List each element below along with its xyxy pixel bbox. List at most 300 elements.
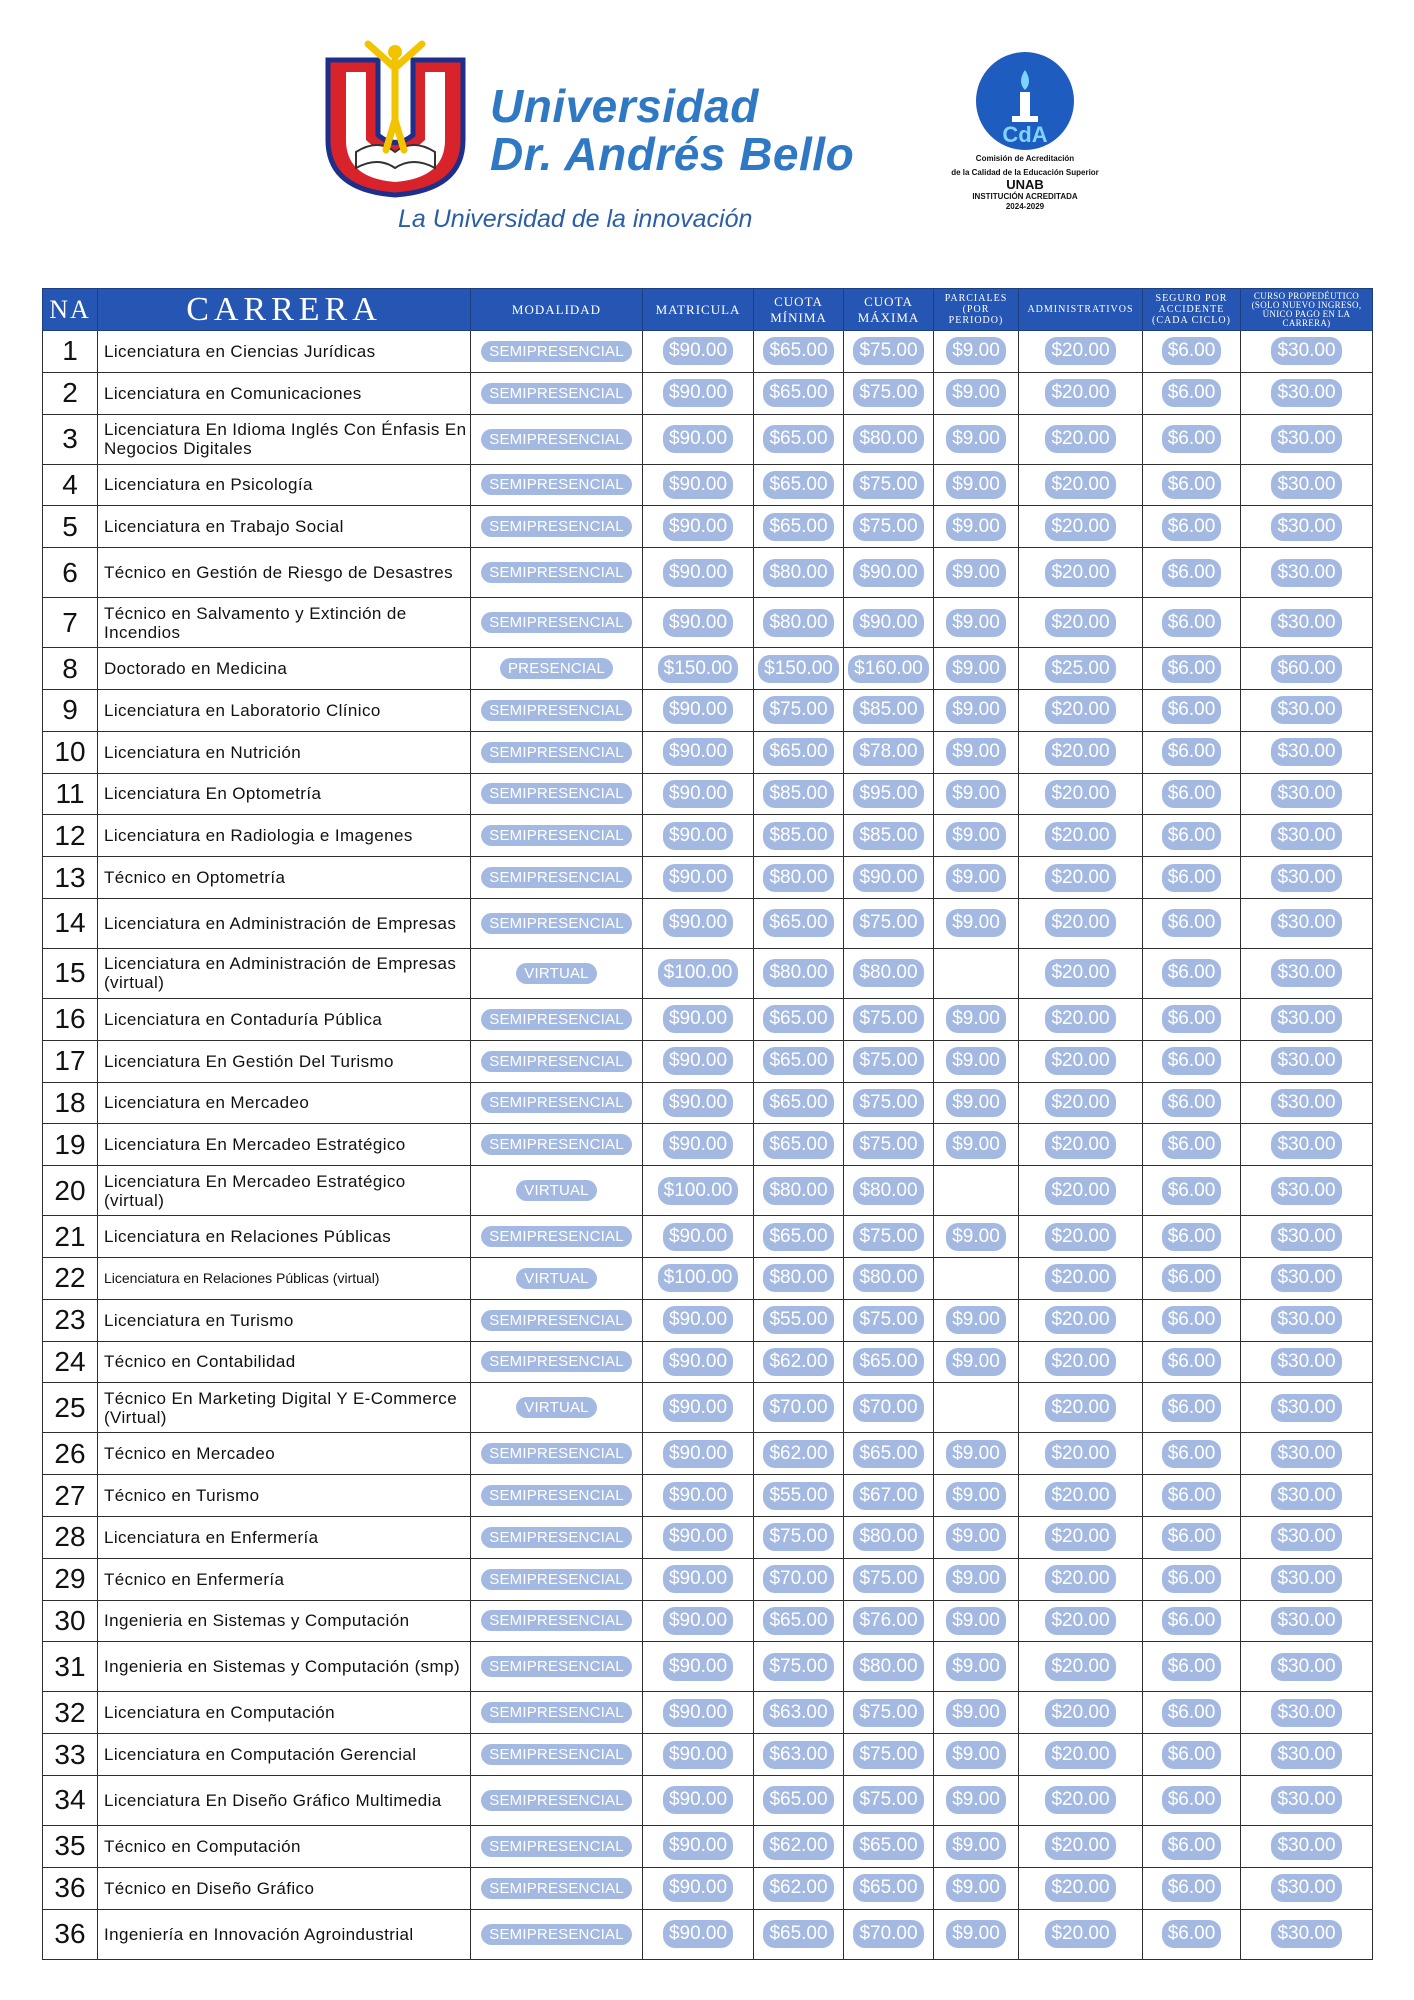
cuota-min-cell — [754, 1216, 844, 1258]
curso-cell — [1241, 1734, 1373, 1776]
curso-value: $30.00 — [1271, 738, 1341, 766]
cuota-max-cell — [844, 1825, 934, 1867]
modality-cell — [471, 1867, 643, 1909]
col-header-cuota-max: CUOTA MÁXIMA — [844, 289, 934, 331]
parciales-cell — [934, 1082, 1019, 1124]
row-number: 1 — [43, 331, 98, 373]
modality-badge: SEMIPRESENCIAL — [481, 1310, 632, 1331]
table-row — [43, 857, 1373, 899]
parciales-cell — [934, 1600, 1019, 1642]
parciales-value: $9.00 — [946, 1607, 1006, 1635]
seguro-cell — [1143, 815, 1241, 857]
matricula-cell — [643, 1166, 754, 1216]
parciales-cell — [934, 1216, 1019, 1258]
cda-accreditation-badge — [925, 52, 1125, 212]
cuota-min-value: $65.00 — [763, 1920, 833, 1948]
administrativos-value: $20.00 — [1045, 1607, 1115, 1635]
cuota-max-cell — [844, 857, 934, 899]
table-row — [43, 1909, 1373, 1959]
table-row — [43, 1558, 1373, 1600]
cuota-min-value: $75.00 — [763, 1523, 833, 1551]
parciales-value: $9.00 — [946, 780, 1006, 808]
table-row — [43, 548, 1373, 598]
administrativos-value: $20.00 — [1045, 471, 1115, 499]
cuota-max-cell — [844, 1216, 934, 1258]
curso-cell — [1241, 648, 1373, 690]
seguro-cell — [1143, 731, 1241, 773]
cuota-min-cell — [754, 1166, 844, 1216]
curso-cell — [1241, 1299, 1373, 1341]
cuota-min-value: $65.00 — [763, 1223, 833, 1251]
curso-cell — [1241, 1775, 1373, 1825]
parciales-cell — [934, 372, 1019, 414]
administrativos-value: $20.00 — [1045, 822, 1115, 850]
cuota-min-cell — [754, 548, 844, 598]
cuota-min-cell — [754, 998, 844, 1040]
modality-badge: VIRTUAL — [516, 1397, 596, 1418]
administrativos-cell — [1019, 1216, 1143, 1258]
seguro-cell — [1143, 1257, 1241, 1299]
matricula-cell — [643, 548, 754, 598]
cuota-min-cell — [754, 1475, 844, 1517]
career-name: Licenciatura en Radiologia e Imagenes — [98, 815, 471, 857]
fees-table — [42, 288, 1373, 1960]
curso-cell — [1241, 414, 1373, 464]
seguro-cell — [1143, 1216, 1241, 1258]
table-row — [43, 1600, 1373, 1642]
cuota-min-value: $65.00 — [763, 1131, 833, 1159]
parciales-cell — [934, 1909, 1019, 1959]
cuota-min-cell — [754, 1692, 844, 1734]
cuota-min-cell — [754, 414, 844, 464]
col-header-carrera: CARRERA — [98, 289, 471, 331]
row-number: 28 — [43, 1516, 98, 1558]
career-name: Licenciatura en Administración de Empresas (virtual) — [98, 948, 471, 998]
administrativos-cell — [1019, 1475, 1143, 1517]
cuota-min-value: $65.00 — [763, 1607, 833, 1635]
cuota-min-value: $62.00 — [763, 1348, 833, 1376]
matricula-value: $90.00 — [663, 1741, 733, 1769]
curso-cell — [1241, 689, 1373, 731]
administrativos-cell — [1019, 1257, 1143, 1299]
table-row — [43, 773, 1373, 815]
administrativos-cell — [1019, 998, 1143, 1040]
parciales-cell — [934, 506, 1019, 548]
curso-value: $30.00 — [1271, 1482, 1341, 1510]
curso-value: $30.00 — [1271, 1005, 1341, 1033]
curso-cell — [1241, 1341, 1373, 1383]
seguro-value: $6.00 — [1162, 337, 1222, 365]
cuota-max-value: $67.00 — [853, 1482, 923, 1510]
parciales-value: $9.00 — [946, 559, 1006, 587]
col-header-matricula: MATRICULA — [643, 289, 754, 331]
matricula-value: $90.00 — [663, 780, 733, 808]
row-number: 36 — [43, 1909, 98, 1959]
administrativos-value: $20.00 — [1045, 1920, 1115, 1948]
curso-value: $30.00 — [1271, 1089, 1341, 1117]
parciales-cell — [934, 1040, 1019, 1082]
modality-badge: SEMIPRESENCIAL — [481, 1351, 632, 1372]
curso-value: $30.00 — [1271, 696, 1341, 724]
career-name: Técnico en Gestión de Riesgo de Desastres — [98, 548, 471, 598]
cuota-max-value: $85.00 — [853, 696, 923, 724]
cuota-max-cell — [844, 1166, 934, 1216]
curso-value: $30.00 — [1271, 1348, 1341, 1376]
matricula-value: $90.00 — [663, 559, 733, 587]
matricula-cell — [643, 1734, 754, 1776]
cuota-min-cell — [754, 898, 844, 948]
administrativos-value: $20.00 — [1045, 379, 1115, 407]
row-number: 18 — [43, 1082, 98, 1124]
matricula-cell — [643, 506, 754, 548]
parciales-cell — [934, 689, 1019, 731]
row-number: 15 — [43, 948, 98, 998]
modality-cell — [471, 773, 643, 815]
cuota-min-cell — [754, 1433, 844, 1475]
row-number: 35 — [43, 1825, 98, 1867]
curso-cell — [1241, 1909, 1373, 1959]
seguro-cell — [1143, 1692, 1241, 1734]
cuota-min-cell — [754, 1734, 844, 1776]
parciales-value: $9.00 — [946, 1131, 1006, 1159]
parciales-cell — [934, 815, 1019, 857]
matricula-value: $90.00 — [663, 1348, 733, 1376]
curso-cell — [1241, 1257, 1373, 1299]
matricula-value: $90.00 — [663, 1607, 733, 1635]
modality-badge: SEMIPRESENCIAL — [481, 1656, 632, 1677]
curso-cell — [1241, 506, 1373, 548]
parciales-value: $9.00 — [946, 609, 1006, 637]
cuota-max-value: $75.00 — [853, 1005, 923, 1033]
parciales-value: $9.00 — [946, 909, 1006, 937]
seguro-value: $6.00 — [1162, 696, 1222, 724]
matricula-cell — [643, 1216, 754, 1258]
modality-cell — [471, 689, 643, 731]
row-number: 16 — [43, 998, 98, 1040]
cuota-max-value: $75.00 — [853, 471, 923, 499]
university-name-line1: Universidad — [490, 80, 759, 132]
table-row — [43, 1433, 1373, 1475]
career-name: Licenciatura en Ciencias Jurídicas — [98, 331, 471, 373]
curso-cell — [1241, 857, 1373, 899]
modality-badge: SEMIPRESENCIAL — [481, 1836, 632, 1857]
seguro-value: $6.00 — [1162, 1394, 1222, 1422]
cuota-max-cell — [844, 598, 934, 648]
career-name: Licenciatura en Turismo — [98, 1299, 471, 1341]
matricula-value: $90.00 — [663, 1440, 733, 1468]
matricula-cell — [643, 1257, 754, 1299]
matricula-value: $90.00 — [663, 864, 733, 892]
administrativos-value: $20.00 — [1045, 959, 1115, 987]
administrativos-cell — [1019, 464, 1143, 506]
career-name: Licenciatura en Laboratorio Clínico — [98, 689, 471, 731]
cuota-max-cell — [844, 506, 934, 548]
career-name: Licenciatura En Idioma Inglés Con Énfasis En Negocios Digitales — [98, 414, 471, 464]
parciales-value: $9.00 — [946, 337, 1006, 365]
modality-cell — [471, 731, 643, 773]
career-name: Licenciatura en Nutrición — [98, 731, 471, 773]
modality-badge: SEMIPRESENCIAL — [481, 562, 632, 583]
matricula-value: $90.00 — [663, 1832, 733, 1860]
administrativos-cell — [1019, 1299, 1143, 1341]
matricula-cell — [643, 815, 754, 857]
administrativos-value: $20.00 — [1045, 1348, 1115, 1376]
cuota-min-cell — [754, 648, 844, 690]
seguro-cell — [1143, 1166, 1241, 1216]
modality-badge: PRESENCIAL — [500, 658, 613, 679]
cuota-min-cell — [754, 598, 844, 648]
career-name: Licenciatura en Administración de Empresas — [98, 898, 471, 948]
parciales-cell — [934, 731, 1019, 773]
row-number: 32 — [43, 1692, 98, 1734]
seguro-value: $6.00 — [1162, 1005, 1222, 1033]
cuota-max-value: $90.00 — [853, 609, 923, 637]
modality-cell — [471, 1341, 643, 1383]
curso-value: $30.00 — [1271, 959, 1341, 987]
cuota-min-cell — [754, 815, 844, 857]
cuota-max-cell — [844, 948, 934, 998]
modality-cell — [471, 1299, 643, 1341]
matricula-cell — [643, 648, 754, 690]
cuota-max-value: $75.00 — [853, 1786, 923, 1814]
curso-value: $30.00 — [1271, 909, 1341, 937]
curso-cell — [1241, 1040, 1373, 1082]
cuota-max-cell — [844, 1040, 934, 1082]
table-row — [43, 1383, 1373, 1433]
administrativos-cell — [1019, 773, 1143, 815]
seguro-cell — [1143, 1825, 1241, 1867]
career-name: Licenciatura en Computación Gerencial — [98, 1734, 471, 1776]
seguro-value: $6.00 — [1162, 1832, 1222, 1860]
matricula-value: $90.00 — [663, 1482, 733, 1510]
administrativos-cell — [1019, 548, 1143, 598]
row-number: 4 — [43, 464, 98, 506]
row-number: 8 — [43, 648, 98, 690]
row-number: 19 — [43, 1124, 98, 1166]
matricula-cell — [643, 1383, 754, 1433]
modality-cell — [471, 548, 643, 598]
row-number: 9 — [43, 689, 98, 731]
administrativos-cell — [1019, 598, 1143, 648]
career-name: Técnico en Computación — [98, 1825, 471, 1867]
matricula-value: $90.00 — [663, 1005, 733, 1033]
parciales-cell — [934, 857, 1019, 899]
seguro-cell — [1143, 464, 1241, 506]
cuota-max-cell — [844, 1692, 934, 1734]
administrativos-value: $20.00 — [1045, 1523, 1115, 1551]
administrativos-cell — [1019, 1909, 1143, 1959]
cuota-min-value: $75.00 — [763, 1653, 833, 1681]
modality-badge: SEMIPRESENCIAL — [481, 825, 632, 846]
career-name: Licenciatura En Mercadeo Estratégico — [98, 1124, 471, 1166]
table-row — [43, 1825, 1373, 1867]
row-number: 31 — [43, 1642, 98, 1692]
matricula-cell — [643, 773, 754, 815]
seguro-cell — [1143, 1775, 1241, 1825]
row-number: 30 — [43, 1600, 98, 1642]
parciales-value: $9.00 — [946, 1440, 1006, 1468]
administrativos-value: $20.00 — [1045, 1223, 1115, 1251]
cuota-min-value: $55.00 — [763, 1482, 833, 1510]
cuota-min-cell — [754, 1082, 844, 1124]
cuota-max-value: $80.00 — [853, 959, 923, 987]
career-name: Licenciatura En Optometría — [98, 773, 471, 815]
career-name: Licenciatura En Diseño Gráfico Multimedia — [98, 1775, 471, 1825]
career-name: Técnico en Salvamento y Extinción de Incendios — [98, 598, 471, 648]
modality-cell — [471, 331, 643, 373]
cuota-min-cell — [754, 773, 844, 815]
administrativos-cell — [1019, 1734, 1143, 1776]
seguro-value: $6.00 — [1162, 1177, 1222, 1205]
curso-cell — [1241, 1692, 1373, 1734]
parciales-cell — [934, 1642, 1019, 1692]
seguro-cell — [1143, 506, 1241, 548]
parciales-value: $9.00 — [946, 1482, 1006, 1510]
matricula-cell — [643, 372, 754, 414]
seguro-cell — [1143, 998, 1241, 1040]
cuota-max-cell — [844, 1257, 934, 1299]
parciales-cell — [934, 1166, 1019, 1216]
administrativos-cell — [1019, 815, 1143, 857]
seguro-cell — [1143, 1475, 1241, 1517]
career-name: Ingenieria en Sistemas y Computación (smp) — [98, 1642, 471, 1692]
parciales-cell — [934, 548, 1019, 598]
col-header-cuota-min: CUOTA MÍNIMA — [754, 289, 844, 331]
parciales-value: $9.00 — [946, 738, 1006, 766]
seguro-cell — [1143, 331, 1241, 373]
cuota-max-cell — [844, 898, 934, 948]
curso-value: $30.00 — [1271, 379, 1341, 407]
modality-cell — [471, 1216, 643, 1258]
matricula-value: $90.00 — [663, 1047, 733, 1075]
administrativos-value: $20.00 — [1045, 780, 1115, 808]
career-name: Licenciatura en Relaciones Públicas — [98, 1216, 471, 1258]
modality-cell — [471, 1383, 643, 1433]
administrativos-value: $20.00 — [1045, 1565, 1115, 1593]
seguro-value: $6.00 — [1162, 909, 1222, 937]
administrativos-value: $20.00 — [1045, 1741, 1115, 1769]
cuota-max-value: $78.00 — [853, 738, 923, 766]
row-number: 17 — [43, 1040, 98, 1082]
cuota-min-value: $80.00 — [763, 1264, 833, 1292]
cuota-min-cell — [754, 948, 844, 998]
curso-value: $30.00 — [1271, 1832, 1341, 1860]
cuota-max-cell — [844, 689, 934, 731]
administrativos-cell — [1019, 414, 1143, 464]
parciales-cell — [934, 773, 1019, 815]
modality-cell — [471, 1040, 643, 1082]
seguro-value: $6.00 — [1162, 1131, 1222, 1159]
administrativos-value: $20.00 — [1045, 1786, 1115, 1814]
seguro-cell — [1143, 372, 1241, 414]
career-name: Doctorado en Medicina — [98, 648, 471, 690]
modality-cell — [471, 1692, 643, 1734]
matricula-value: $90.00 — [663, 1653, 733, 1681]
administrativos-value: $20.00 — [1045, 1177, 1115, 1205]
administrativos-value: $20.00 — [1045, 425, 1115, 453]
cuota-max-value: $80.00 — [853, 1653, 923, 1681]
curso-cell — [1241, 464, 1373, 506]
curso-cell — [1241, 1383, 1373, 1433]
parciales-value: $9.00 — [946, 379, 1006, 407]
table-row — [43, 1867, 1373, 1909]
curso-cell — [1241, 1558, 1373, 1600]
parciales-value: $9.00 — [946, 1223, 1006, 1251]
cuota-min-value: $80.00 — [763, 559, 833, 587]
seguro-cell — [1143, 1082, 1241, 1124]
col-header-modalidad: MODALIDAD — [471, 289, 643, 331]
matricula-value: $100.00 — [658, 1264, 739, 1292]
matricula-cell — [643, 948, 754, 998]
curso-value: $30.00 — [1271, 609, 1341, 637]
cuota-max-value: $80.00 — [853, 1523, 923, 1551]
administrativos-value: $20.00 — [1045, 1482, 1115, 1510]
curso-cell — [1241, 1433, 1373, 1475]
cuota-min-value: $65.00 — [763, 425, 833, 453]
parciales-value: $9.00 — [946, 1306, 1006, 1334]
table-row — [43, 998, 1373, 1040]
career-name: Técnico en Optometría — [98, 857, 471, 899]
modality-badge: SEMIPRESENCIAL — [481, 1134, 632, 1155]
matricula-value: $90.00 — [663, 1223, 733, 1251]
cuota-max-value: $85.00 — [853, 822, 923, 850]
seguro-value: $6.00 — [1162, 1874, 1222, 1902]
curso-value: $30.00 — [1271, 1264, 1341, 1292]
seguro-cell — [1143, 1124, 1241, 1166]
modality-badge: SEMIPRESENCIAL — [481, 1226, 632, 1247]
matricula-value: $90.00 — [663, 696, 733, 724]
row-number: 7 — [43, 598, 98, 648]
administrativos-value: $20.00 — [1045, 864, 1115, 892]
cuota-max-cell — [844, 1341, 934, 1383]
cuota-max-value: $65.00 — [853, 1832, 923, 1860]
cuota-min-value: $150.00 — [758, 655, 839, 683]
matricula-value: $90.00 — [663, 1089, 733, 1117]
table-row — [43, 1642, 1373, 1692]
administrativos-value: $20.00 — [1045, 1264, 1115, 1292]
career-name: Técnico en Diseño Gráfico — [98, 1867, 471, 1909]
administrativos-value: $20.00 — [1045, 1832, 1115, 1860]
seguro-cell — [1143, 648, 1241, 690]
cuota-min-value: $85.00 — [763, 780, 833, 808]
seguro-value: $6.00 — [1162, 738, 1222, 766]
matricula-value: $90.00 — [663, 1565, 733, 1593]
matricula-cell — [643, 1299, 754, 1341]
cuota-min-cell — [754, 731, 844, 773]
curso-value: $30.00 — [1271, 1306, 1341, 1334]
cuota-min-cell — [754, 1558, 844, 1600]
modality-badge: SEMIPRESENCIAL — [481, 1092, 632, 1113]
cuota-min-value: $65.00 — [763, 379, 833, 407]
matricula-value: $90.00 — [663, 909, 733, 937]
curso-cell — [1241, 773, 1373, 815]
row-number: 33 — [43, 1734, 98, 1776]
seguro-value: $6.00 — [1162, 1440, 1222, 1468]
administrativos-cell — [1019, 1692, 1143, 1734]
table-row — [43, 648, 1373, 690]
modality-badge: SEMIPRESENCIAL — [481, 1569, 632, 1590]
matricula-cell — [643, 331, 754, 373]
modality-badge: SEMIPRESENCIAL — [481, 1790, 632, 1811]
seguro-value: $6.00 — [1162, 1482, 1222, 1510]
matricula-value: $90.00 — [663, 1306, 733, 1334]
parciales-value: $9.00 — [946, 655, 1006, 683]
seguro-value: $6.00 — [1162, 864, 1222, 892]
cuota-max-cell — [844, 414, 934, 464]
parciales-cell — [934, 1341, 1019, 1383]
matricula-cell — [643, 1775, 754, 1825]
administrativos-value: $20.00 — [1045, 1394, 1115, 1422]
